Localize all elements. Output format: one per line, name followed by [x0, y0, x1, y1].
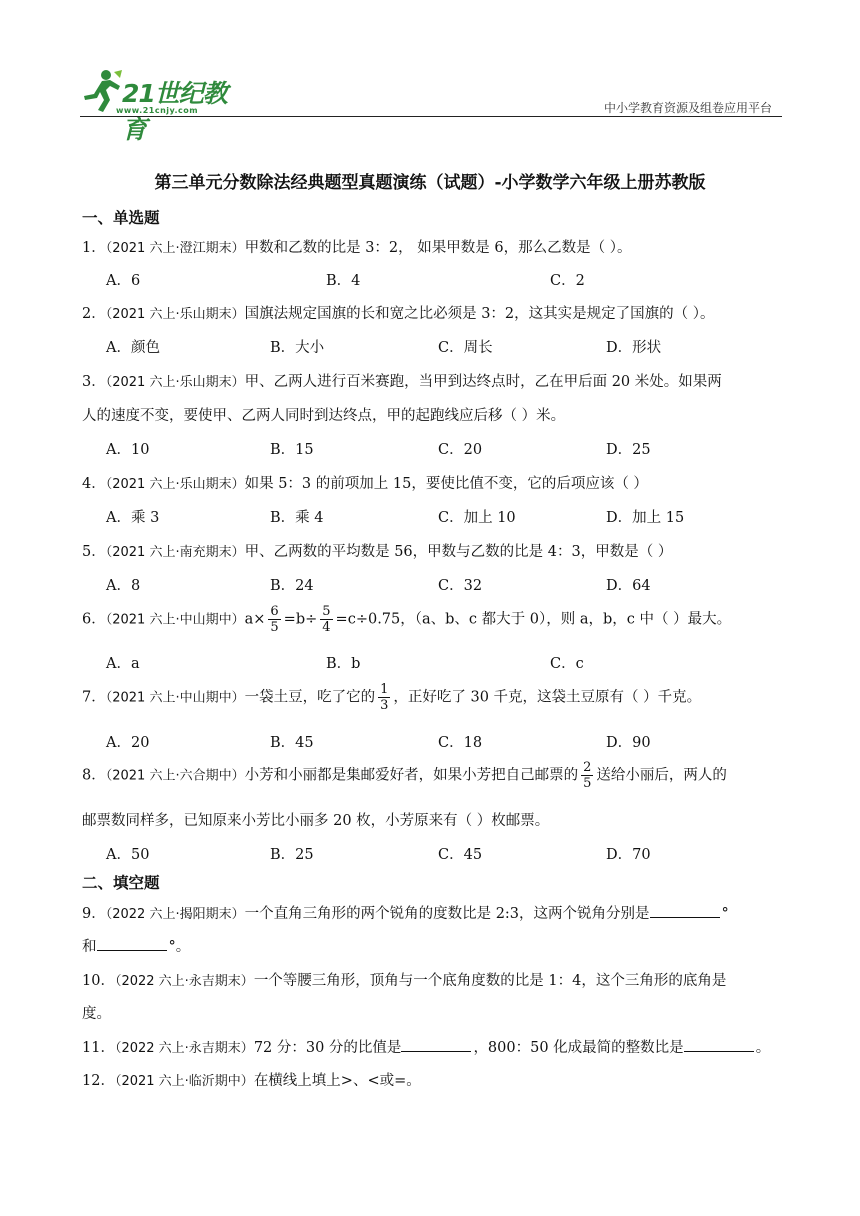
option-b[interactable]: B．b: [326, 656, 361, 672]
option-a[interactable]: A．a: [106, 656, 140, 672]
question-10-continued: 度。: [82, 1006, 111, 1022]
question-number: 1．: [82, 240, 106, 256]
logo: [80, 68, 250, 144]
option-d[interactable]: D．64: [606, 578, 651, 594]
question-source: （2021 六上·乐山期末）: [105, 307, 245, 322]
option-b[interactable]: B．大小: [270, 340, 325, 356]
option-d[interactable]: D．形状: [606, 340, 662, 356]
question-text: 小芳和小丽都是集邮爱好者，如果小芳把自己邮票的: [244, 767, 579, 784]
question-3-continued: 人的速度不变，要使甲、乙两人同时到达终点，甲的起跑线应后移（ ）米。: [82, 408, 566, 424]
fraction-denominator: 4: [322, 620, 331, 635]
option-c[interactable]: C．18: [438, 735, 483, 751]
question-number: 8．: [82, 767, 106, 784]
logo-url: www.21cnjy.com: [116, 106, 199, 115]
question-text: 一个直角三角形的两个锐角的度数比是 2:3，这两个锐角分别是: [244, 906, 650, 922]
question-text: 一个等腰三角形，顶角与一个底角度数的比是 1：4，这个三角形的底角是: [253, 973, 727, 989]
question-text: 在横线上填上>、<或=。: [253, 1073, 421, 1089]
option-d[interactable]: D．90: [606, 735, 651, 751]
question-source: （2021 六上·中山期中）: [105, 612, 245, 628]
option-b[interactable]: B．24: [270, 578, 314, 594]
question-number: 9．: [82, 906, 106, 922]
question-number: 10．: [82, 973, 115, 989]
question-6: [82, 604, 731, 635]
option-d[interactable]: D．加上 15: [606, 510, 685, 526]
question-text: 。: [755, 1040, 771, 1056]
question-source: （2021 六上·乐山期末）: [105, 375, 245, 390]
question-number: 4．: [82, 476, 106, 492]
question-source: （2021 六上·澄江期末）: [105, 241, 245, 256]
option-a[interactable]: A．8: [106, 578, 141, 594]
option-b[interactable]: B．4: [326, 273, 361, 289]
option-c[interactable]: C．加上 10: [438, 510, 516, 526]
option-c[interactable]: C．20: [438, 442, 483, 458]
question-text: ，正好吃了 30 千克，这袋土豆原有（ ）千克。: [393, 689, 702, 706]
question-3: [82, 370, 722, 391]
question-source: （2021 六上·南充期末）: [105, 545, 245, 560]
option-a[interactable]: A．6: [106, 273, 141, 289]
fraction-denominator: 5: [270, 620, 279, 635]
question-text: 甲、乙两数的平均数是 56，甲数与乙数的比是 4：3，甲数是（ ）: [244, 544, 673, 560]
option-d[interactable]: D．25: [606, 442, 651, 458]
page-title: 第三单元分数除法经典题型真题演练（试题）-小学数学六年级上册苏教版: [154, 173, 706, 193]
fraction: [268, 604, 280, 635]
answer-blank[interactable]: [401, 1037, 471, 1052]
option-c[interactable]: C．45: [438, 847, 483, 863]
question-9-continued: [82, 935, 190, 956]
question-8-continued: 邮票数同样多，已知原来小芳比小丽多 20 枚，小芳原来有（ ）枚邮票。: [82, 813, 550, 829]
question-9: [82, 902, 729, 923]
answer-blank[interactable]: [97, 936, 167, 951]
option-a[interactable]: A．50: [106, 847, 150, 863]
question-5: [82, 540, 672, 561]
option-a[interactable]: A．20: [106, 735, 150, 751]
question-text: a×: [244, 611, 266, 628]
question-source: （2022 六上·揭阳期末）: [105, 907, 245, 922]
question-text: 甲数和乙数的比是 3：2， 如果甲数是 6，那么乙数是（ ）。: [244, 240, 632, 256]
platform-label: 中小学教育资源及组卷应用平台: [603, 101, 772, 115]
section-heading-fill-blank: 二、填空题: [82, 874, 160, 892]
option-c[interactable]: C．周长: [438, 340, 493, 356]
header-divider: [80, 116, 782, 117]
question-text: 甲、乙两人进行百米赛跑，当甲到达终点时，乙在甲后面 20 米处。如果两: [244, 374, 722, 390]
option-d[interactable]: D．70: [606, 847, 651, 863]
fraction: [581, 760, 593, 791]
question-4: [82, 472, 648, 493]
question-1: [82, 236, 631, 257]
question-text: 72 分：30 分的比值是: [253, 1040, 402, 1056]
question-source: （2021 六上·乐山期末）: [105, 477, 245, 492]
fraction-denominator: 3: [380, 698, 389, 713]
question-11: [82, 1036, 770, 1057]
option-c[interactable]: C．32: [438, 578, 483, 594]
question-number: 12．: [82, 1073, 115, 1089]
question-text: =b÷: [283, 611, 318, 628]
option-b[interactable]: B．15: [270, 442, 314, 458]
option-a[interactable]: A．乘 3: [106, 510, 160, 526]
question-number: 3．: [82, 374, 106, 390]
fraction-numerator: 5: [322, 604, 331, 619]
question-12: [82, 1069, 421, 1090]
question-number: 6．: [82, 611, 106, 628]
question-text: 和: [82, 939, 97, 955]
question-10: [82, 969, 726, 990]
question-text: 国旗法规定国旗的长和宽之比必须是 3：2，这其实是规定了国旗的（ ）。: [244, 306, 715, 322]
question-7: [82, 682, 701, 713]
question-text: =c÷0.75，（a、b、c 都大于 0），则 a，b，c 中（ ）最大。: [335, 611, 732, 628]
question-source: （2021 六上·临沂期中）: [114, 1074, 254, 1089]
answer-blank[interactable]: [650, 903, 720, 918]
fraction: [320, 604, 332, 635]
question-source: （2022 六上·永吉期末）: [114, 1041, 254, 1056]
fraction-numerator: 6: [270, 604, 279, 619]
section-heading-single-choice: 一、单选题: [82, 209, 160, 227]
degree-mark: °。: [168, 939, 191, 955]
option-b[interactable]: B．乘 4: [270, 510, 324, 526]
fraction-numerator: 2: [583, 760, 592, 775]
question-source: （2022 六上·永吉期末）: [114, 974, 254, 989]
option-a[interactable]: A．10: [106, 442, 150, 458]
question-text: 一袋土豆，吃了它的: [244, 689, 376, 706]
fraction-denominator: 5: [583, 776, 592, 791]
question-number: 7．: [82, 689, 106, 706]
question-text: 送给小丽后，两人的: [596, 767, 727, 784]
question-number: 5．: [82, 544, 106, 560]
fraction: [378, 682, 390, 713]
option-b[interactable]: B．45: [270, 735, 314, 751]
answer-blank[interactable]: [684, 1037, 754, 1052]
option-c[interactable]: C．c: [550, 656, 584, 672]
fraction-numerator: 1: [380, 682, 389, 697]
option-a[interactable]: A．颜色: [106, 340, 160, 356]
logo-text: 21世纪教育: [122, 79, 227, 144]
page-header: [80, 66, 780, 144]
option-b[interactable]: B．25: [270, 847, 314, 863]
question-source: （2021 六上·六合期中）: [105, 768, 245, 784]
question-number: 11．: [82, 1040, 115, 1056]
question-text: ，800：50 化成最简的整数比是: [473, 1040, 684, 1056]
question-text: 如果 5：3 的前项加上 15，要使比值不变，它的后项应该（ ）: [244, 476, 648, 492]
question-2: [82, 302, 715, 323]
question-number: 2．: [82, 306, 106, 322]
question-8: [82, 760, 727, 791]
option-c[interactable]: C．2: [550, 273, 585, 289]
degree-mark: °: [721, 906, 729, 922]
question-source: （2021 六上·中山期中）: [105, 690, 245, 706]
